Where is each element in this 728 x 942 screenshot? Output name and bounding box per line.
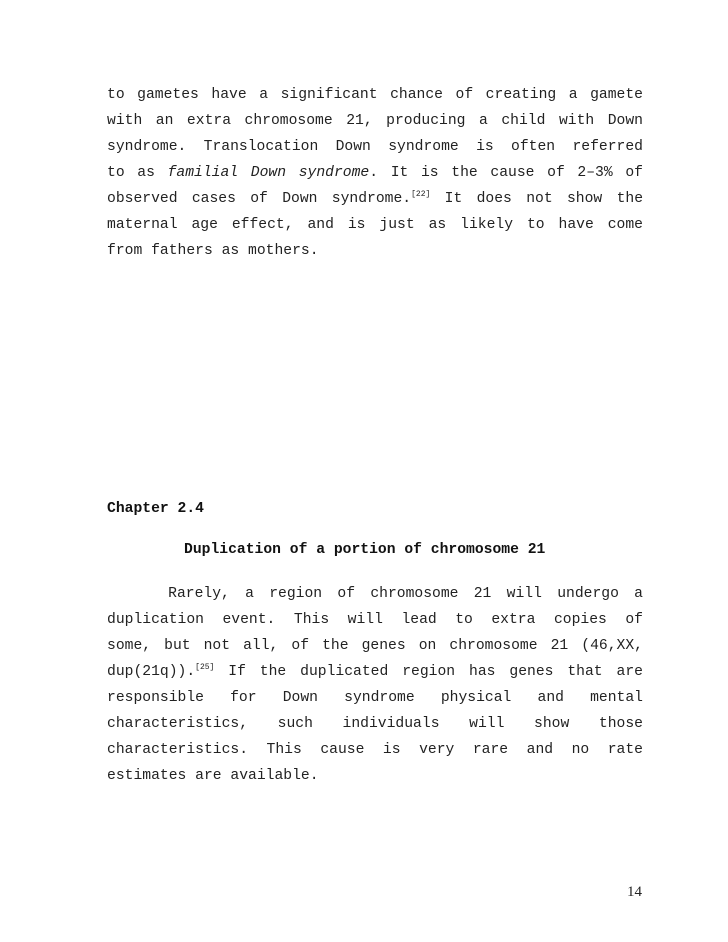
paragraph-1-line-2: with an extra chromosome 21, producing a child with Down xyxy=(107,113,643,129)
text-run: . It is the cause of 2–3% of xyxy=(369,165,643,181)
paragraph-2-line-8: estimates are available. xyxy=(107,768,319,784)
text-run: observed cases of Down syndrome. xyxy=(107,191,412,207)
paragraph-1-line-4 xyxy=(107,164,643,182)
paragraph-2-line-1: Rarely, a region of chromosome 21 will undergo a xyxy=(107,586,643,602)
citation-22: [22] xyxy=(411,190,431,199)
paragraph-2-line-2: duplication event. This will lead to extra copies of xyxy=(107,612,643,628)
citation-25: [25] xyxy=(195,663,215,672)
section-subtitle: Duplication of a portion of chromosome 21 xyxy=(184,542,546,558)
paragraph-2-line-6: characteristics, such individuals will show those xyxy=(107,716,643,732)
paragraph-2-line-5: responsible for Down syndrome physical and mental xyxy=(107,690,643,706)
paragraph-2-line-3: some, but not all, of the genes on chromosome 21 (46,XX, xyxy=(107,638,643,654)
paragraph-2-line-4 xyxy=(107,663,643,681)
page-number: 14 xyxy=(627,884,642,900)
paragraph-1-line-7: from fathers as mothers. xyxy=(107,243,319,259)
text-run: dup(21q)). xyxy=(107,664,196,680)
text-run: It does not show the xyxy=(430,191,644,207)
paragraph-1-line-1: to gametes have a significant chance of creating a gamete xyxy=(107,87,643,103)
text-run: If the duplicated region has genes that are xyxy=(214,664,643,680)
paragraph-1-line-6: maternal age effect, and is just as likely to have come xyxy=(107,217,643,233)
paragraph-2-line-7: characteristics. This cause is very rare and no rate xyxy=(107,742,643,758)
text-run: to as xyxy=(107,165,168,181)
paragraph-1-line-3: syndrome. Translocation Down syndrome is often referred xyxy=(107,139,643,155)
chapter-label: Chapter 2.4 xyxy=(107,501,204,517)
italic-term: familial Down syndrome xyxy=(167,165,370,181)
paragraph-1-line-5 xyxy=(107,190,643,208)
